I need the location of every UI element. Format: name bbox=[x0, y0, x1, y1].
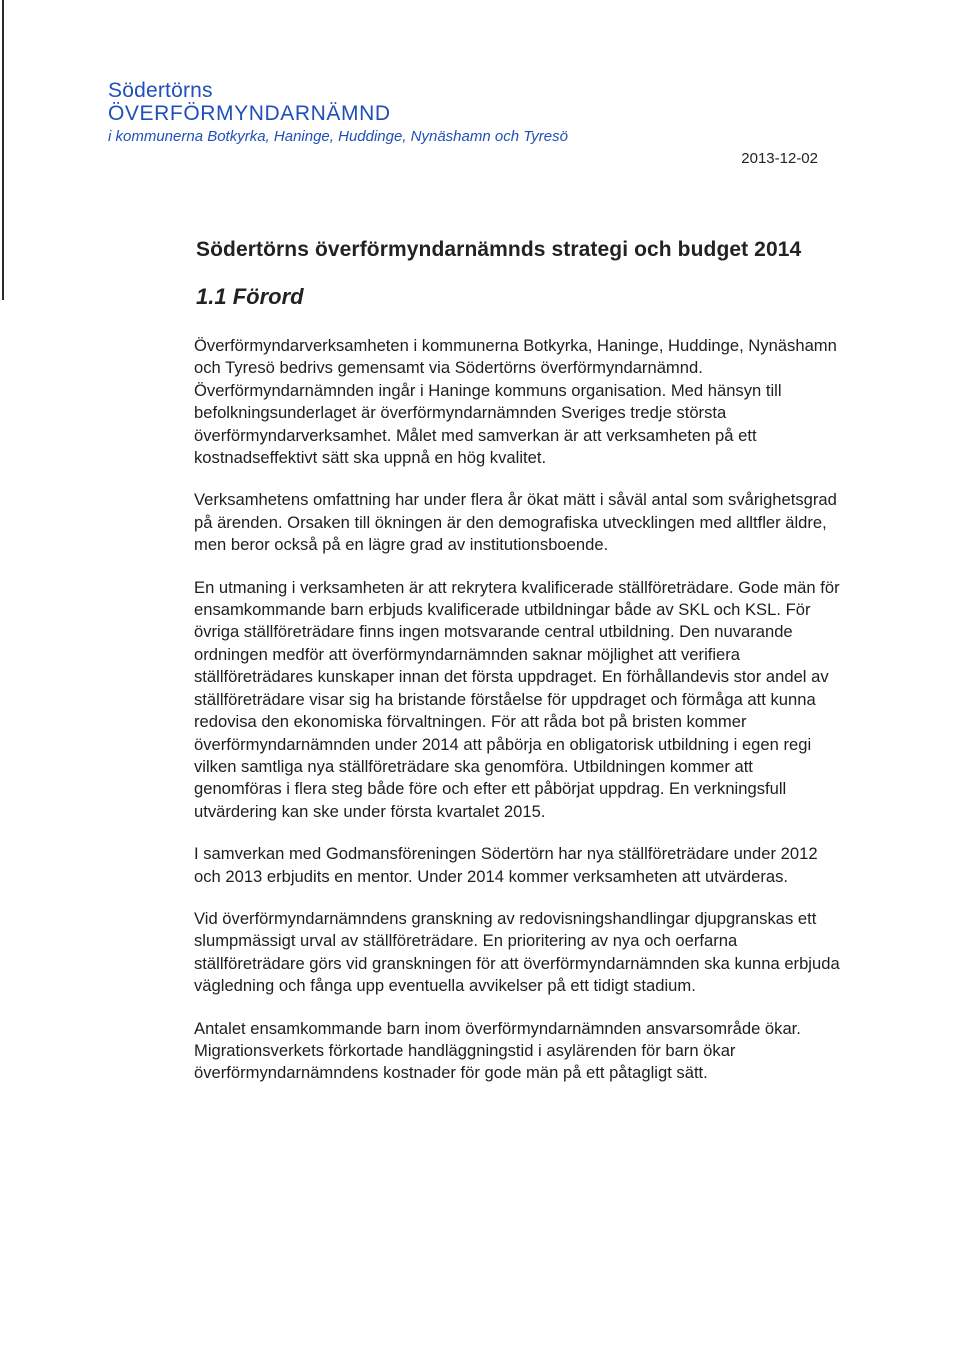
paragraph: I samverkan med Godmansföreningen Södertörn har nya ställföreträdare under 2012 och 2013 erbjudits en mentor. Under 2014 kommer verksamheten att utvärderas. bbox=[194, 844, 818, 886]
section-heading: 1.1 Förord bbox=[196, 284, 304, 309]
scan-edge-line bbox=[2, 0, 4, 300]
org-name-line1: Södertörns bbox=[108, 79, 213, 102]
letterhead bbox=[108, 80, 568, 147]
paragraph: Överförmyndarverksamheten i kommunerna Botkyrka, Haninge, Huddinge, Nynäshamn och Tyresö bedrivs gemensamt via Södertörns överförmyndarnämnd. Överförmyndarnämnden ingår i Haninge kommuns organisation. Med hänsyn till befolkningsunderlaget är överförmyndarnämnden Sveriges tredje största överförmyndarverksamhet. Målet med samverkan är att verksamheten på ett kostnadseffektivt sätt ska uppnå en hög kvalitet. bbox=[194, 336, 837, 468]
org-name-line2: ÖVERFÖRMYNDARNÄMND bbox=[108, 102, 391, 125]
paragraph: Vid överförmyndarnämndens granskning av redovisningshandlingar djupgranskas ett slumpmässigt urval av ställföreträdare. En prioritering av nya och oerfarna ställföreträdare görs vid granskningen för att överförmyndarnämnden ska kunna erbjuda vägledning och fånga upp eventuella avvikelser på ett tidigt stadium. bbox=[194, 908, 840, 996]
document-date: 2013-12-02 bbox=[741, 150, 818, 167]
document-body bbox=[194, 335, 844, 1105]
paragraph: En utmaning i verksamheten är att rekrytera kvalificerade ställföreträdare. Gode män för ensamkommande barn erbjuds kvalificerade utbildningar både av SKL och KSL. För övriga ställföreträdare finns ingen motsvarande central utbildning. Den nuvarande ordningen medför att överförmyndarnämnden saknar möjlighet att verifiera ställföreträdares kunskaper innan det första uppdraget. En förhållandevis stor andel av ställföreträdare visar sig ha bristande förståelse för uppdraget och förmåga att kunna redovisa den ekonomiska förvaltningen. För att råda bot på bristen kommer överförmyndarnämnden under 2014 att påbörja en obligatorisk utbildning i egen regi vilken samtliga nya ställföreträdare ska genomföra. Utbildningen kommer att genomföras i flera steg både före och efter ett påbörjat uppdrag. En verkningsfull utvärdering kan ske under första kvartalet 2015. bbox=[194, 577, 840, 821]
municipalities-subtitle: i kommunerna Botkyrka, Haninge, Huddinge, Nynäshamn och Tyresö bbox=[108, 128, 568, 145]
paragraph: Antalet ensamkommande barn inom överförmyndarnämnden ansvarsområde ökar. Migrationsverkets förkortade handläggningstid i asylärenden för barn ökar överförmyndarnämndens kostnader för gode män på ett påtagligt sätt. bbox=[194, 1018, 801, 1083]
document-title: Södertörns överförmyndarnämnds strategi och budget 2014 bbox=[196, 238, 802, 261]
paragraph: Verksamhetens omfattning har under flera år ökat mätt i såväl antal som svårighetsgrad på ärenden. Orsaken till ökningen är den demografiska utvecklingen med alltfler äldre, men beror också på en lägre grad av institutionsboende. bbox=[194, 490, 837, 555]
